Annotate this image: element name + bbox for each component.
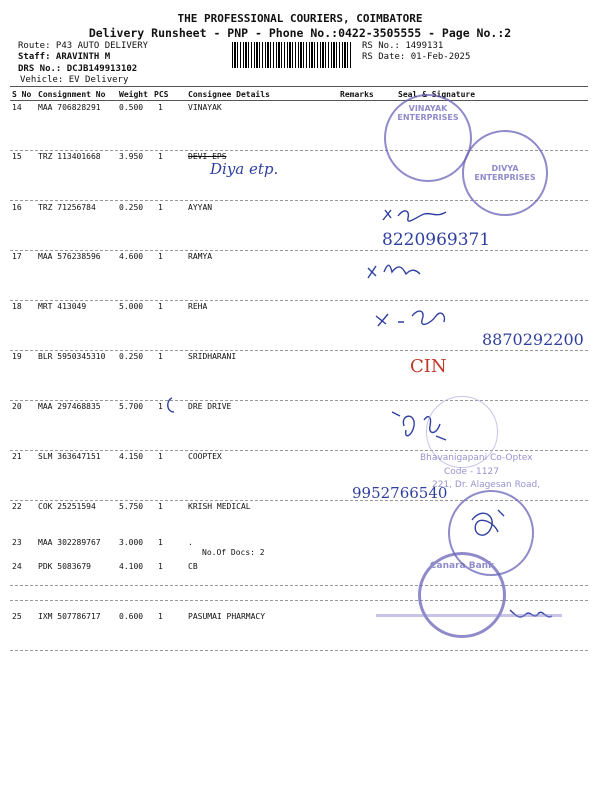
row-consignment: IXM 507786717	[38, 612, 101, 621]
row-weight: 0.600	[119, 612, 144, 621]
col-remarks: Remarks	[340, 90, 374, 99]
cooptex-stamp-code: Code - 1127	[444, 467, 499, 477]
cooptex-stamp-name: Bhavanigapani Co-Optex	[420, 453, 533, 463]
row-pcs: 1	[158, 538, 163, 547]
signature-20a	[168, 398, 174, 412]
row-consignment: MAA 297468835	[38, 402, 101, 411]
row-pcs: 1	[158, 352, 163, 361]
divya-stamp	[462, 130, 548, 216]
row-weight: 4.100	[119, 562, 144, 571]
row-consignee: DEVI EPS	[188, 152, 227, 161]
row-consignee: RAMYA	[188, 252, 213, 261]
row-consignment: COK 25251594	[38, 502, 96, 511]
row-sno: 14	[12, 103, 22, 112]
row-pcs: 1	[158, 562, 163, 571]
row-consignment: TRZ 71256784	[38, 203, 96, 212]
row-weight: 0.250	[119, 203, 144, 212]
row-consignment: TRZ 113401668	[38, 152, 101, 161]
row-consignment: PDK 5083679	[38, 562, 91, 571]
handwritten-diya: Diya etp.	[210, 160, 279, 178]
row-weight: 4.600	[119, 252, 144, 261]
row-pcs: 1	[158, 203, 163, 212]
handwritten-cln: CIN	[410, 356, 447, 377]
vinayak-stamp	[384, 94, 472, 182]
col-pcs: PCS	[154, 90, 169, 99]
row-consignee: DRE DRIVE	[188, 402, 232, 411]
row-weight: 5.750	[119, 502, 144, 511]
row-weight: 3.950	[119, 152, 144, 161]
row-weight: 0.500	[119, 103, 144, 112]
cooptex-stamp-address: 221, Dr. Alagesan Road,	[432, 480, 541, 490]
handwritten-phone-3: 9952766540	[352, 484, 448, 502]
pharmacy-stamp-smudge	[376, 614, 562, 663]
row-consignment: MAA 706828291	[38, 103, 101, 112]
row-pcs: 1	[158, 302, 163, 311]
row-weight: 0.250	[119, 352, 144, 361]
row-sno: 24	[12, 562, 22, 571]
row-weight: 5.700	[119, 402, 144, 411]
row-consignment: SLM 363647151	[38, 452, 101, 461]
row-consignee: AYYAN	[188, 203, 213, 212]
row-pcs: 1	[158, 402, 163, 411]
row-sno: 20	[12, 402, 22, 411]
row-sno: 19	[12, 352, 22, 361]
row-consignee: CB	[188, 562, 198, 571]
row-consignee: REHA	[188, 302, 208, 311]
col-seal: Seal & Signature	[398, 90, 476, 99]
vinayak-stamp-text: VINAYAK ENTERPRISES	[397, 104, 459, 122]
row-pcs: 1	[158, 103, 163, 112]
row-consignee: .	[188, 538, 193, 547]
handwritten-phone-1: 8220969371	[382, 230, 491, 250]
staff-label: Staff: ARAVINTH M	[18, 52, 111, 62]
handwritten-phone-2: 8870292200	[482, 330, 584, 349]
signature-18	[376, 311, 444, 326]
row-sno: 16	[12, 203, 22, 212]
row-pcs: 1	[158, 152, 163, 161]
row-consignment: BLR 5950345310	[38, 352, 106, 361]
row-sno: 21	[12, 452, 22, 461]
divya-stamp-text: DIVYA ENTERPRISES	[474, 164, 536, 182]
canara-stamp-text: Canara Bank	[429, 561, 495, 571]
row-pcs: 1	[158, 452, 163, 461]
col-weight: Weight	[119, 90, 148, 99]
col-consignment: Consignment No	[38, 90, 106, 99]
row-weight: 5.000	[119, 302, 144, 311]
rs-date-label: RS Date: 01-Feb-2025	[362, 52, 471, 62]
row-consignee: VINAYAK	[188, 103, 222, 112]
row-consignee: KRISH MEDICAL	[188, 502, 251, 511]
row-sno: 25	[12, 612, 22, 621]
row-sno: 18	[12, 302, 22, 311]
drs-label: DRS No.: DCJB149913102	[18, 64, 138, 74]
row-consignment: MAA 302289767	[38, 538, 101, 547]
page-title: THE PROFESSIONAL COURIERS, COIMBATORE	[177, 12, 423, 25]
row-consignment: MAA 576238596	[38, 252, 101, 261]
row-weight: 3.000	[119, 538, 144, 547]
rs-no-label: RS No.: 1499131	[362, 41, 444, 51]
row-consignee: COOPTEX	[188, 452, 222, 461]
row-consignee: SRIDHARANI	[188, 352, 237, 361]
row-pcs: 1	[158, 252, 163, 261]
row-pcs: 1	[158, 612, 163, 621]
row-consignee: PASUMAI PHARMACY	[188, 612, 266, 621]
row-sno: 22	[12, 502, 22, 511]
row-pcs: 1	[158, 502, 163, 511]
page-subtitle: Delivery Runsheet - PNP - Phone No.:0422-3505555 - Page No.:2	[88, 26, 512, 40]
row-sno: 23	[12, 538, 22, 547]
signature-17	[368, 265, 420, 278]
docs-note: No.Of Docs: 2	[202, 548, 265, 557]
col-consignee: Consignee Details	[188, 90, 270, 99]
row-weight: 4.150	[119, 452, 144, 461]
signature-16	[383, 210, 446, 221]
row-sno: 15	[12, 152, 22, 161]
vehicle-label: Vehicle: EV Delivery	[20, 75, 129, 85]
col-sno: S No	[12, 90, 32, 99]
row-consignment: MRT 413049	[38, 302, 87, 311]
route-label: Route: P43 AUTO DELIVERY	[18, 41, 149, 51]
row-sno: 17	[12, 252, 22, 261]
